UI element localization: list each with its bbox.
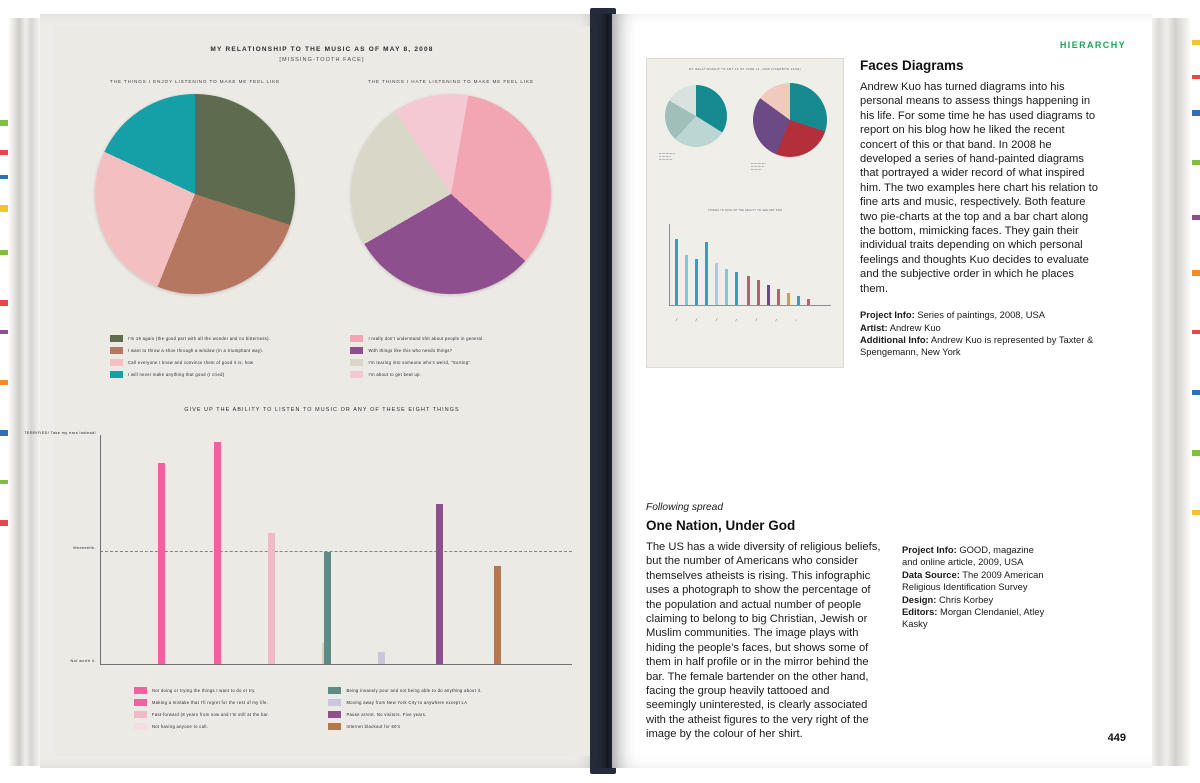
legend-label: Fast-forward (8 years from now and I'm still at the bar. xyxy=(152,712,270,717)
legend-swatch xyxy=(134,723,147,730)
legend-swatch xyxy=(328,711,341,718)
legend-label: I'm 19 again (the good part with all the wonder and no bitterness). xyxy=(128,336,271,341)
legend-label: I'm about to get beat up. xyxy=(368,372,422,377)
legend-swatch xyxy=(110,359,123,366)
meta-row xyxy=(860,334,1100,359)
meta-value: GOOD, magazine and online article, 2009, USA xyxy=(902,544,1034,568)
legend-swatch xyxy=(110,347,123,354)
legend-swatch xyxy=(350,371,363,378)
pie-chart-left-block xyxy=(70,79,320,294)
meta-label: Project Info: xyxy=(902,544,957,555)
legend-swatch xyxy=(134,711,147,718)
following-spread-label: Following spread xyxy=(646,502,724,513)
figure-legend-left: ▪ ▪ ▪ ▪ ▪ ▪ ▪ ▪ ▪ ▪ ▪ ▪ ▪ ▪ ▪ ▪ ▪ ▪ ▪ ▪ ▪ ▪ ▪ ▪ ▪ ▪ ▪ ▪ ▪ ▪ ▪ xyxy=(659,153,675,162)
pie-chart-hate xyxy=(351,94,551,294)
legend-label: Internet blackout for 60's xyxy=(346,724,401,729)
meta-label: Artist: xyxy=(860,321,888,333)
bar-chart-title: GIVE UP THE ABILITY TO LISTEN TO MUSIC OR ANY OF THESE EIGHT THINGS xyxy=(184,407,460,413)
pie-legend-left xyxy=(110,335,346,383)
legend-item xyxy=(134,711,324,718)
legend-label: I'm tearing into someone who's weird, "Sorting". xyxy=(368,360,472,365)
right-page-block-edge xyxy=(1150,18,1192,766)
figure-y-axis xyxy=(669,224,670,306)
bar xyxy=(324,552,331,664)
x-axis xyxy=(100,664,572,665)
legend-label: Call everyone I know and convince them of good it is, how xyxy=(128,360,254,365)
figure-pie-right xyxy=(753,83,827,157)
meta-value: The 2009 American Religious Identification Survey xyxy=(902,568,1044,593)
plate-title: MY RELATIONSHIP TO THE MUSIC AS OF MAY 8, 2008 xyxy=(210,46,434,53)
figure-bar xyxy=(715,263,718,305)
bar-legend-col-1 xyxy=(134,687,324,735)
meta-value: Series of paintings, 2008, USA xyxy=(917,309,1045,321)
y-axis-label-bottom: Not worth it. xyxy=(70,659,96,663)
bar xyxy=(214,442,221,664)
legend-swatch xyxy=(328,699,341,706)
figure-bar xyxy=(725,269,728,305)
legend-item xyxy=(350,347,570,354)
legend-item xyxy=(110,371,346,378)
legend-label: With things like this who needs things? xyxy=(368,348,453,353)
legend-label: Making a mistake that I'll regret for the rest of my life. xyxy=(152,700,269,705)
figure-bar-chart xyxy=(669,224,831,324)
lower-body-text: The US has a wide diversity of religious beliefs, but the number of Americans who consider themselves atheists is rising. This infographic uses a photograph to show the percentage of the population and actual number of people claiming to belong to big Christian, Jewish or Muslim communities. The image plays with hiding the people's faces, but shows some of them in half profile or in the mirror behind the bar. The female bartender on the other hand, facing the group heavily tattooed and seemingly uninterested, is clearly associated with the atheist figures to the very right of the image by the colour of her shirt. xyxy=(646,541,881,741)
legend-swatch xyxy=(134,687,147,694)
figure-bar xyxy=(807,299,810,305)
pie-chart-right-block xyxy=(326,79,576,294)
meta-value: Andrew Kuo is represented by Taxter & Spengemann, New York xyxy=(860,333,1094,358)
legend-swatch xyxy=(134,699,147,706)
y-axis xyxy=(100,435,101,665)
figure-bar xyxy=(747,276,750,305)
legend-item xyxy=(350,335,570,342)
legend-swatch xyxy=(110,371,123,378)
bar xyxy=(158,463,165,664)
figure-pie-left xyxy=(665,85,727,147)
legend-label: I want to throw a shoe through a window (in a triumphant way). xyxy=(128,348,264,353)
legend-item xyxy=(110,335,346,342)
figure-bar xyxy=(735,272,738,305)
legend-label: Being insanely poor and not being able to do anything about it. xyxy=(346,688,482,693)
meta-row xyxy=(902,606,1052,631)
meta-row xyxy=(902,544,1052,569)
pie-legend-row xyxy=(54,335,590,383)
meta-row xyxy=(860,322,1100,334)
figure-legend-right: ▪ ▪ ▪ ▪ ▪ ▪ ▪ ▪ ▪ ▪ ▪ ▪ ▪ ▪ ▪ ▪ ▪ ▪ ▪ ▪ ▪ ▪ ▪ ▪ ▪ ▪ ▪ ▪ ▪ xyxy=(751,163,766,172)
figure-bar xyxy=(675,239,678,305)
bar xyxy=(378,652,385,664)
bar xyxy=(268,533,275,664)
figure-bar xyxy=(767,285,770,305)
bars-container xyxy=(106,435,572,664)
meta-label: Editors: xyxy=(902,606,938,618)
legend-swatch xyxy=(110,335,123,342)
body-text: Andrew Kuo has turned diagrams into his personal means to assess things happening in his life. For some time he has used diagrams to report on his blog how he liked the recent concert of this or that band. In 2008 he developed a series of hand-painted diagrams that portrayed a wider record of what inspired him. The two examples here chart his relation to fine arts and music, respectively. Both feature two pie-charts at the top and a bar chart along the bottom, mimicking faces. They gain their individual traits depending on which personal feelings and thoughts Kuo decides to evaluate and the subjective order in which he places them. xyxy=(860,81,1098,295)
legend-item xyxy=(110,347,346,354)
bar-chart xyxy=(24,427,572,677)
bar-chart-section xyxy=(24,407,590,735)
legend-swatch xyxy=(350,347,363,354)
legend-item xyxy=(328,699,528,706)
pie-charts-row xyxy=(54,79,590,329)
bar-legend-row xyxy=(54,687,590,735)
legend-label: I will never make anything that good (I cried) xyxy=(128,372,225,377)
meta-value: Chris Korbey xyxy=(939,593,994,605)
meta-label: Additional Info: xyxy=(860,333,929,345)
legend-label: Pause arrest. No visitors. Five years. xyxy=(346,712,427,717)
artwork-plate xyxy=(24,26,590,756)
legend-item xyxy=(134,687,324,694)
meta-label: Design: xyxy=(902,593,937,605)
figure-bar xyxy=(695,259,698,305)
left-page-block-edge xyxy=(8,18,40,766)
legend-item xyxy=(134,723,324,730)
legend-swatch xyxy=(328,723,341,730)
meta-value: Andrew Kuo xyxy=(889,321,941,333)
figure-bar xyxy=(787,293,790,305)
legend-swatch xyxy=(350,359,363,366)
pie-left-caption: THE THINGS I ENJOY LISTENING TO MAKE ME FEEL LIKE xyxy=(109,79,281,84)
text-column-top xyxy=(860,58,1100,359)
pie-right-caption: THE THINGS I HATE LISTENING TO MAKE ME FEEL LIKE xyxy=(368,79,534,84)
text-column-lower xyxy=(646,502,881,742)
lower-section-title: One Nation, Under God xyxy=(646,518,796,533)
meta-row xyxy=(902,569,1052,594)
figure-bar xyxy=(685,255,688,305)
legend-label: Not having anyone to call. xyxy=(152,724,209,729)
legend-item xyxy=(328,687,528,694)
plate-subtitle: [MISSING-TOOTH FACE] xyxy=(279,57,365,63)
project-meta xyxy=(860,309,1100,359)
legend-item xyxy=(350,371,570,378)
legend-swatch xyxy=(350,335,363,342)
bar-legend-col-2 xyxy=(328,687,528,735)
figure-caption: MY RELATIONSHIP TO ART AS OF JUNE 12, 2008 [OVERBITE FACE] xyxy=(689,68,801,71)
bar xyxy=(494,566,501,664)
legend-item xyxy=(110,359,346,366)
legend-item xyxy=(134,699,324,706)
left-page xyxy=(24,14,600,768)
figure-faces-diagram xyxy=(646,58,844,368)
pie-legend-right xyxy=(350,335,570,383)
meta-label: Data Source: xyxy=(902,568,960,580)
legend-item xyxy=(328,723,528,730)
legend-label: I really don't understand shit about people in general. xyxy=(368,336,484,341)
figure-x-labels: ▪▪▪▪▪▪ ▪▪▪▪▪ ▪▪▪▪▪▪ ▪▪▪▪ ▪▪▪▪▪ ▪▪▪▪ ▪▪▪ xyxy=(675,317,798,322)
page-title: Faces Diagrams xyxy=(860,58,964,73)
page-number: 449 xyxy=(1107,732,1126,744)
legend-label: Moving away from New York City to anywhere except LA xyxy=(346,700,468,705)
running-head: HIERARCHY xyxy=(1059,40,1126,50)
y-axis-label-top: TERRIFIED! Take my ears instead! xyxy=(24,431,96,435)
meta-row xyxy=(860,309,1100,321)
meta-value: Morgan Clendaniel, Atley Kasky xyxy=(902,606,1045,630)
legend-swatch xyxy=(328,687,341,694)
lower-project-meta xyxy=(902,544,1052,631)
meta-row xyxy=(902,594,1052,606)
right-page xyxy=(612,14,1152,768)
bar xyxy=(436,504,443,664)
legend-item xyxy=(328,711,528,718)
figure-pie-row xyxy=(647,81,843,173)
legend-item xyxy=(350,359,570,366)
figure-bar xyxy=(705,242,708,305)
meta-label: Project Info: xyxy=(860,309,915,321)
figure-bar xyxy=(757,280,760,305)
pie-chart-enjoy xyxy=(95,94,295,294)
y-axis-label-middle: Meeeeehh. xyxy=(73,546,96,550)
legend-label: Not doing or trying the things I want to do or try. xyxy=(152,688,256,693)
figure-bar xyxy=(777,289,780,305)
figure-bar-caption: THINGS I'D GIVE UP THE ABILITY TO SEE ART FOR xyxy=(707,209,783,212)
figure-bar xyxy=(797,296,800,305)
